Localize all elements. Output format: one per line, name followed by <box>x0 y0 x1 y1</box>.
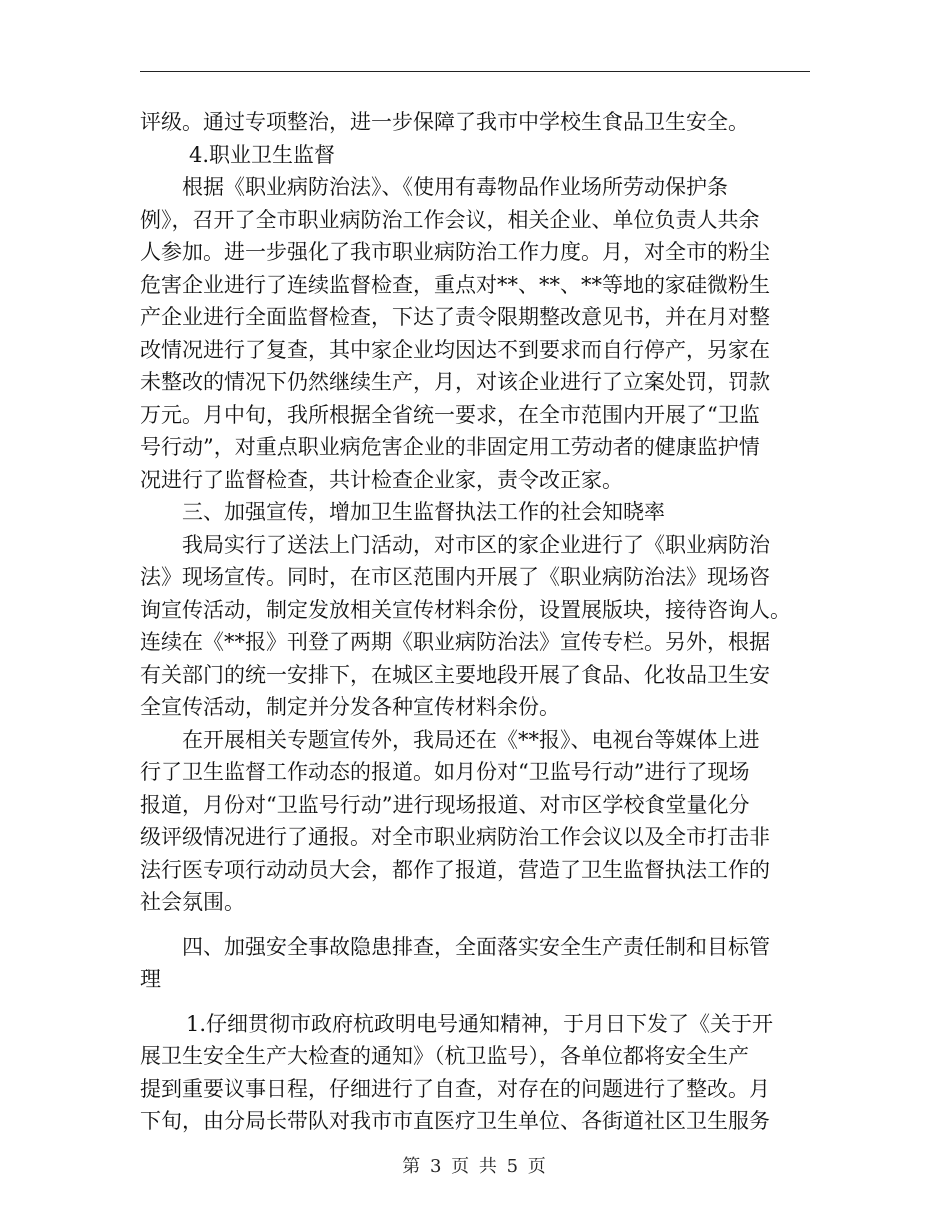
paragraph-line: 产企业进行全面监督检查，下达了责令限期整改意见书，并在月对整 <box>140 305 770 329</box>
paragraph-line: 行了卫生监督工作动态的报道。如月份对“卫监号行动”进行了现场 <box>140 760 750 784</box>
paragraph-line: 法》现场宣传。同时，在市区范围内开展了《职业病防治法》现场咨 <box>140 565 770 589</box>
paragraph-line: 提到重要议事日程，仔细进行了自查，对存在的问题进行了整改。月 <box>140 1076 770 1101</box>
paragraph-line: 根据《职业病防治法》、《使用有毒物品作业场所劳动保护条 <box>182 175 728 199</box>
paragraph-line: 未整改的情况下仍然继续生产，月，对该企业进行了立案处罚，罚款 <box>140 370 770 394</box>
paragraph-line: 展卫生安全生产大检查的通知》（杭卫监号），各单位都将安全生产 <box>140 1044 749 1068</box>
paragraph-line: 有关部门的统一安排下，在城区主要地段开展了食品、化妆品卫生安 <box>140 662 770 687</box>
page-number: 第 3 页 共 5 页 <box>402 1156 548 1177</box>
paragraph-line: 人参加。进一步强化了我市职业病防治工作力度。月，对全市的粉尘 <box>140 240 770 264</box>
paragraph-line: 询宣传活动，制定发放相关宣传材料余份，设置展版块，接待咨询人。 <box>140 597 791 622</box>
paragraph-line: 报道，月份对“卫监号行动”进行现场报道、对市区学校食堂量化分 <box>140 792 750 817</box>
paragraph-line: 在开展相关专题宣传外，我局还在《**报》、电视台等媒体上进 <box>182 727 760 752</box>
paragraph-line: 号行动”，对重点职业病危害企业的非固定用工劳动者的健康监护情 <box>140 435 760 459</box>
paragraph-line: 改情况进行了复查，其中家企业均因达不到要求而自行停产，另家在 <box>140 337 770 362</box>
section-heading: 4.职业卫生监督 <box>189 142 336 167</box>
paragraph-line: 级评级情况进行了通报。对全市职业病防治工作会议以及全市打击非 <box>140 825 770 849</box>
paragraph-line: 下旬，由分局长带队对我市市直医疗卫生单位、各街道社区卫生服务 <box>140 1109 770 1133</box>
paragraph-line: 危害企业进行了连续监督检查，重点对**、**、**等地的家硅微粉生 <box>140 272 770 297</box>
header-rule <box>140 71 810 72</box>
paragraph-line: 连续在《**报》刊登了两期《职业病防治法》宣传专栏。另外，根据 <box>140 630 770 654</box>
paragraph-line: 况进行了监督检查，共计检查企业家，责令改正家。 <box>140 467 623 492</box>
paragraph-line: 万元。月中旬，我所根据全省统一要求，在全市范围内开展了“卫监 <box>140 402 760 427</box>
paragraph-gap <box>140 919 810 931</box>
section-heading: 理 <box>140 967 161 991</box>
paragraph-line: 全宣传活动，制定并分发各种宣传材料余份。 <box>140 695 560 719</box>
paragraph-line: 我局实行了送法上门活动，对市区的家企业进行了《职业病防治 <box>182 532 770 557</box>
paragraph-line: 例》，召开了全市职业病防治工作会议，相关企业、单位负责人共余 <box>140 207 760 232</box>
section-heading: 三、加强宣传，增加卫生监督执法工作的社会知晓率 <box>182 500 665 524</box>
paragraph-line: 评级。通过专项整治，进一步保障了我市中学校生食品卫生安全。 <box>140 110 749 134</box>
paragraph-line: 1.仔细贯彻市政府杭政明电号通知精神，于月日下发了《关于开 <box>186 1011 774 1036</box>
paragraph-line: 法行医专项行动动员大会，都作了报道，营造了卫生监督执法工作的 <box>140 857 770 882</box>
paragraph-line: 社会氛围。 <box>140 890 245 914</box>
section-heading: 四、加强安全事故隐患排查，全面落实安全生产责任制和目标管 <box>182 934 770 959</box>
document-body <box>140 106 810 1138</box>
paragraph-gap <box>140 996 810 1008</box>
